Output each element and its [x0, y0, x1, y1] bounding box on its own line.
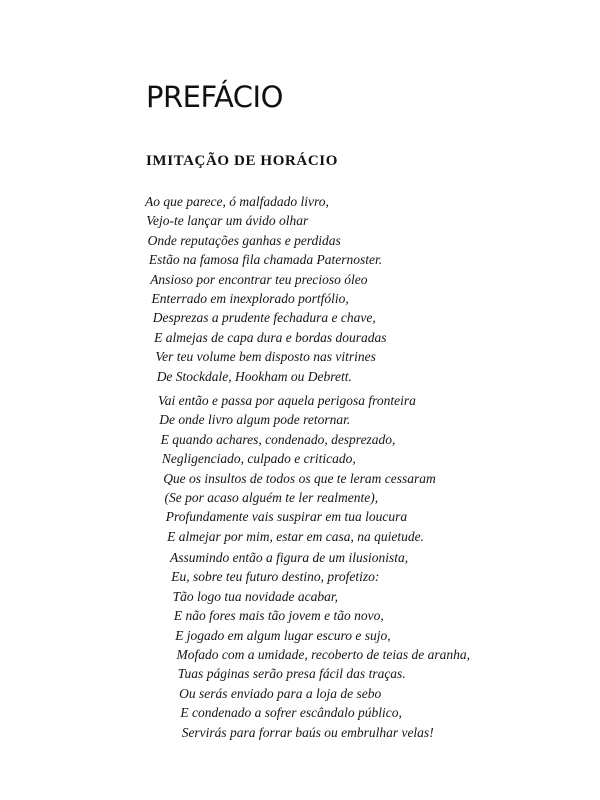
poem-line: Eu, sobre teu futuro destino, profetizo: [171, 569, 380, 585]
poem-title: IMITAÇÃO DE HORÁCIO [146, 153, 338, 169]
poem-line: De Stockdale, Hookham ou Debrett. [156, 368, 352, 384]
poem-line: Assumindo então a figura de um ilusionista, [170, 550, 409, 565]
poem-line: Tão logo tua novidade acabar, [172, 588, 338, 604]
poem-line: Servirás para forrar baús ou embrulhar velas! [181, 724, 434, 740]
poem-line: Ao que parece, ó malfadado livro, [145, 194, 329, 209]
poem-line: Ver teu volume bem disposto nas vitrines [155, 349, 376, 365]
poem-line: (Se por acaso alguém te ler realmente), [164, 490, 379, 506]
poem-line: Ou serás enviado para a loja de sebo [179, 685, 382, 701]
stanza-3 [170, 548, 470, 742]
poem-line: Estão na famosa fila chamada Paternoster. [148, 252, 383, 268]
poem-line: Tuas páginas serão presa fácil das traças. [177, 666, 406, 682]
poem-line: Ansioso por encontrar teu precioso óleo [150, 271, 368, 287]
poem-line: De onde livro algum pode retornar. [159, 412, 351, 428]
poem-line: E jogado em algum lugar escuro e sujo, [175, 627, 391, 643]
poem-line: E condenado a sofrer escândalo público, [180, 705, 402, 721]
poem-line: Profundamente vais suspirar em tua loucura [165, 509, 408, 525]
poem-line: Enterrado em inexplorado portfólio, [151, 291, 349, 307]
poem-line: Vejo-te lançar um ávido olhar [146, 213, 309, 229]
poem-line: Onde reputações ganhas e perdidas [147, 232, 341, 248]
poem-line: E não fores mais tão jovem e tão novo, [173, 608, 384, 624]
poem-line: E almejas de capa dura e bordas douradas [154, 329, 387, 345]
poem-line: Mofado com a umidade, recoberto de teias de aranha, [176, 647, 470, 663]
poem-line: Vai então e passa por aquela perigosa fronteira [158, 393, 416, 408]
stanza-1 [145, 192, 386, 386]
poem-line: Que os insultos de todos os que te leram cessaram [163, 470, 436, 486]
poem-line: Negligenciado, culpado e criticado, [161, 451, 356, 467]
poem-line: E quando achares, condenado, desprezado, [160, 431, 396, 447]
stanza-2 [158, 391, 436, 546]
poem-line: Desprezas a prudente fechadura e chave, [152, 310, 376, 326]
poem-line: E almejar por mim, estar em casa, na quietude. [167, 528, 424, 544]
chapter-title: PREFÁCIO [146, 80, 283, 114]
